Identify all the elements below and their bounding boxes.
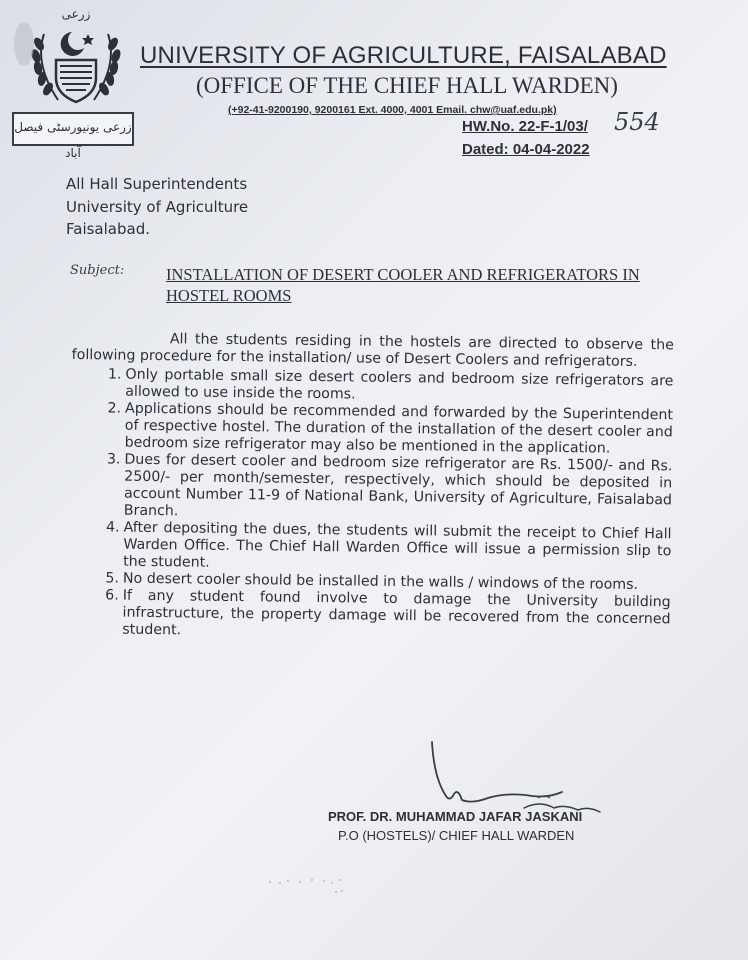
list-item-text: If any student found involve to damage the University building infrastructure, the property damage will be recovered from the concerned student.	[122, 587, 671, 639]
list-item-text: No desert cooler should be installed in the walls / windows of the rooms.	[122, 570, 639, 593]
list-item-number: 4.	[105, 519, 120, 536]
list-item-text: After depositing the dues, the students will submit the receipt to Chief Hall Warden Office. The Chief Hall Warden Office will issue a permission slip to the student.	[123, 519, 672, 571]
recipient-line-2: University of Agriculture	[66, 198, 249, 216]
handwritten-reference-suffix: 554	[614, 108, 660, 136]
list-item	[68, 587, 671, 645]
subject-text: INSTALLATION OF DESERT COOLER AND REFRIGERATORS IN HOSTEL ROOMS	[166, 265, 640, 305]
recipient-line-3: Faisalabad.	[66, 220, 150, 238]
subject-label: Subject:	[70, 263, 125, 278]
recipient-line-1: All Hall Superintendents	[66, 175, 248, 193]
list-item-number: 6.	[105, 587, 119, 604]
university-name: UNIVERSITY OF AGRICULTURE, FAISALABAD	[140, 42, 667, 69]
urdu-university-seal: زرعی یونیورسٹی فیصل آباد	[12, 112, 134, 146]
university-logo-emblem	[14, 4, 136, 112]
list-item-text: Applications should be recommended and forwarded by the Superintendent of respective hostel. The duration of the installation of the desert cooler and bedroom size refrigerator may also be mentioned in the application.	[124, 400, 674, 457]
list-item-number: 3.	[106, 451, 121, 468]
list-item-text: Only portable small size desert coolers and bedroom size refrigerators are allowed to use inside the rooms.	[125, 366, 674, 403]
paper-smudge-mark	[266, 874, 386, 894]
list-item-number: 1.	[107, 366, 122, 383]
contact-line: (+92-41-9200190, 9200161 Ext. 4000, 4001 Email. chw@uaf.edu.pk)	[228, 104, 557, 116]
office-name: (OFFICE OF THE CHIEF HALL WARDEN)	[196, 73, 618, 98]
procedure-list	[68, 366, 673, 645]
signatory-name: PROF. DR. MUHAMMAD JAFAR JASKANI	[328, 809, 583, 824]
letter-date: Dated: 04-04-2022	[462, 141, 590, 158]
list-item-text: Dues for desert cooler and bedroom size refrigerator are Rs. 1500/- and Rs. 2500/- per month/semester, respectively, which should be deposited in account Number 11-9 of National Bank, University of Agriculture, Faisalabad Branch.	[123, 451, 673, 520]
list-item	[69, 519, 672, 577]
signatory-title: P.O (HOSTELS)/ CHIEF HALL WARDEN	[338, 828, 575, 843]
list-item-number: 5.	[105, 570, 120, 587]
list-item-number: 2.	[107, 400, 122, 417]
list-item	[70, 451, 673, 526]
logo-arc-script: زرعی	[61, 7, 91, 21]
list-item	[71, 400, 674, 458]
letter-body	[68, 330, 674, 645]
reference-number: HW.No. 22-F-1/03/	[462, 118, 588, 135]
intro-paragraph: All the students residing in the hostels are directed to observe the following procedure for the installation/ use of Desert Coolers and refrigerators.	[71, 331, 674, 370]
